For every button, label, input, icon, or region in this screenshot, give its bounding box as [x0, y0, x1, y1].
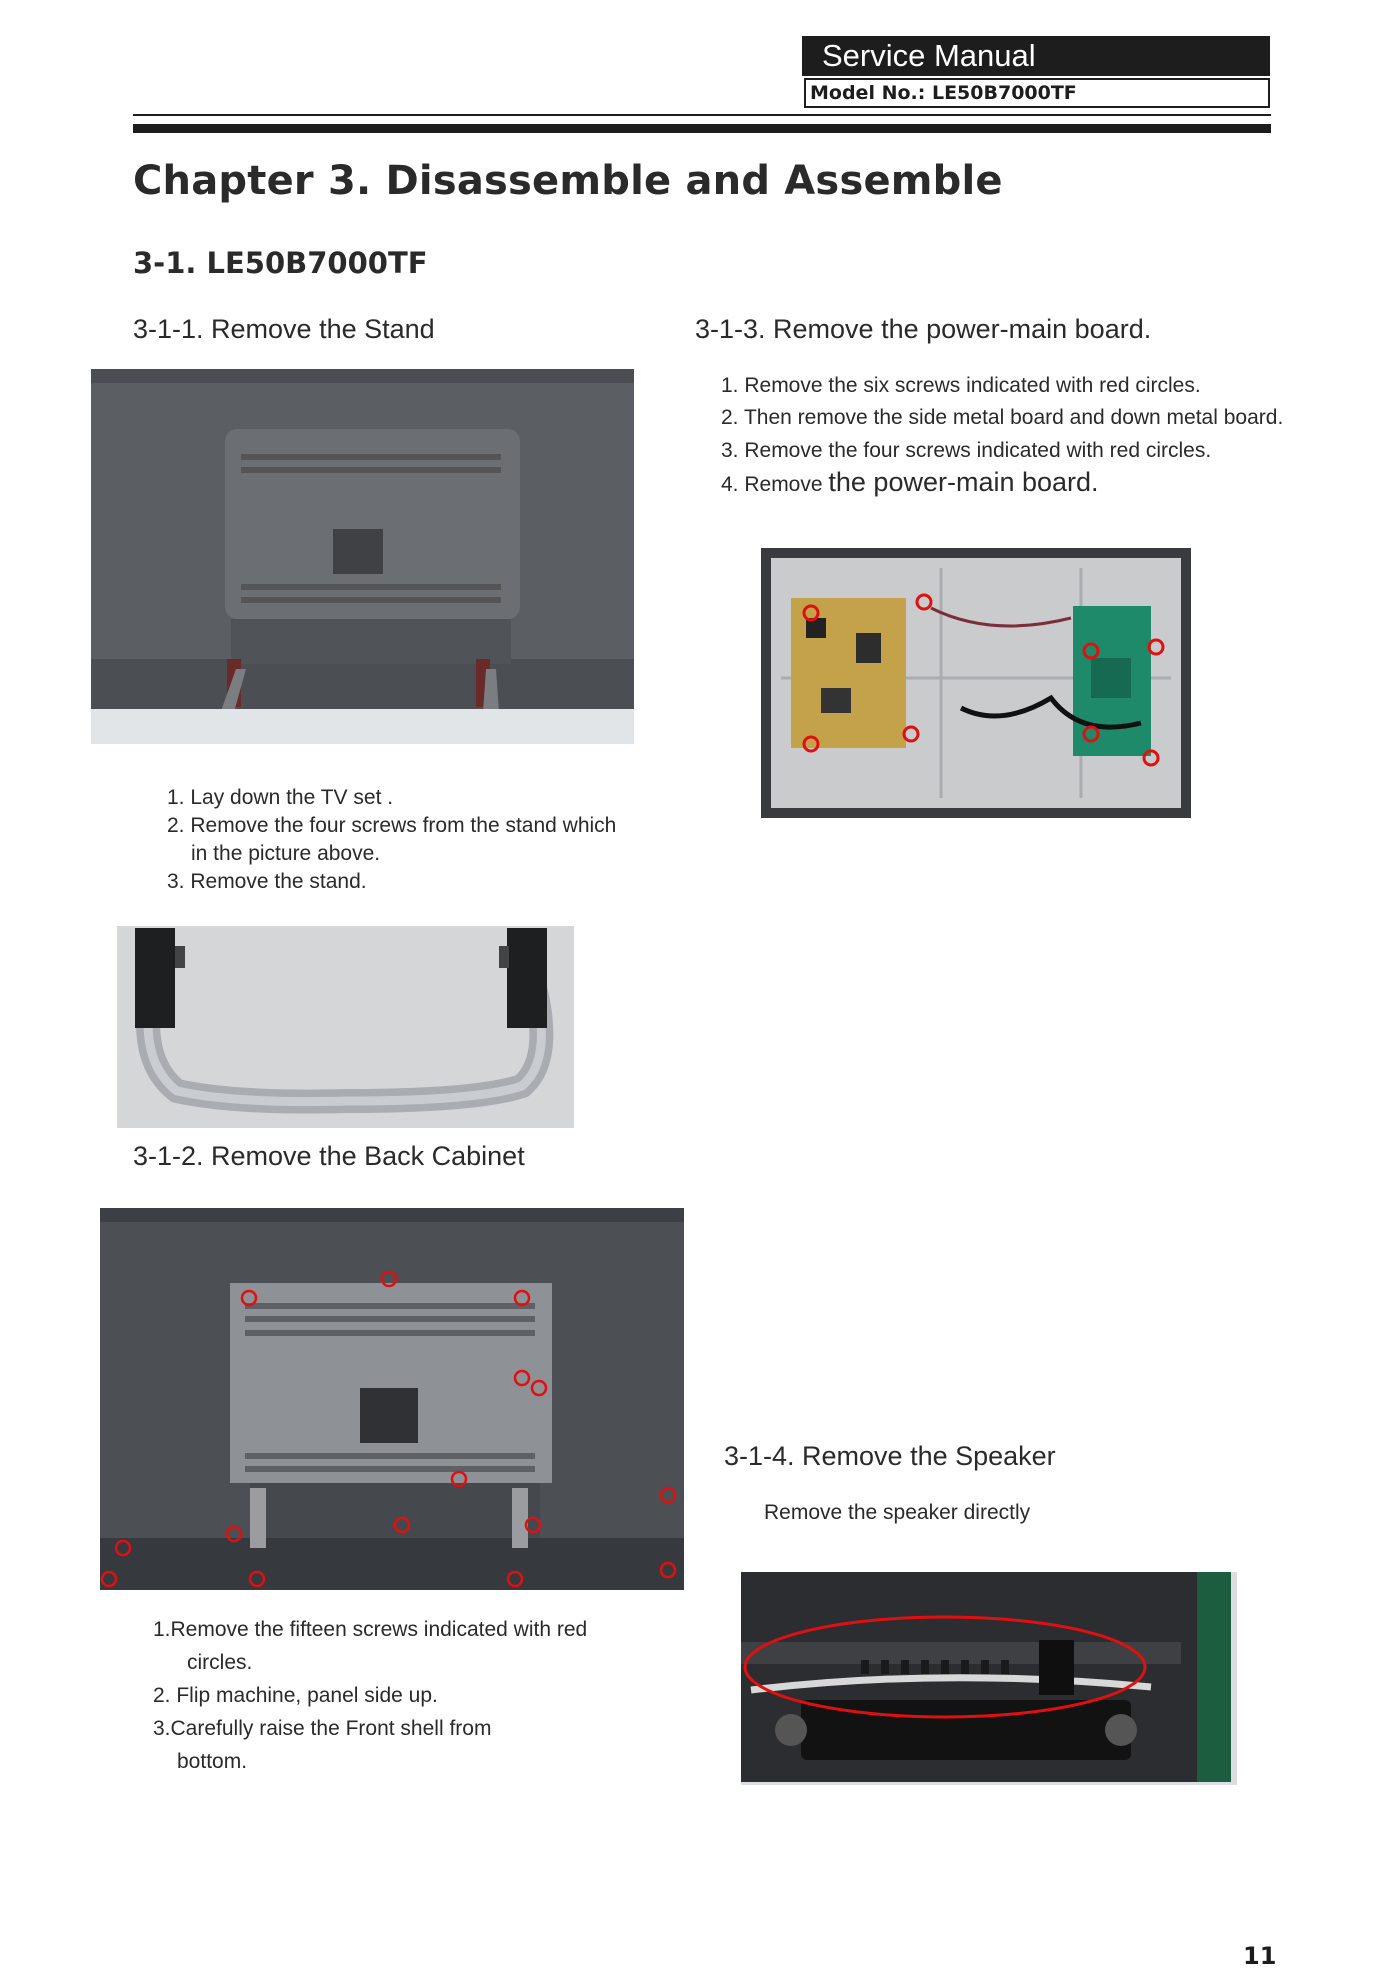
- power-main-board-photo: [761, 548, 1191, 818]
- power-board-step-2: 2. Then remove the side metal board and down metal board.: [721, 406, 1284, 429]
- back-cabinet-heading: 3-1-2. Remove the Back Cabinet: [133, 1141, 525, 1171]
- stand-step-3: 3. Remove the stand.: [167, 870, 367, 893]
- back-cabinet-step-3-cont: bottom.: [177, 1750, 248, 1773]
- manual-title: Service Manual: [802, 36, 1270, 76]
- back-cabinet-step-1-cont: circles.: [187, 1651, 253, 1674]
- section-title: 3-1. LE50B7000TF: [133, 246, 428, 280]
- back-cabinet-step-1: 1.Remove the fifteen screws indicated with red: [153, 1618, 588, 1641]
- header-rule-thin: [133, 114, 1271, 116]
- stand-step-1: 1. Lay down the TV set .: [167, 786, 394, 809]
- back-cabinet-screws-photo: [100, 1208, 684, 1590]
- header-rule-thick: [133, 124, 1271, 133]
- stand-step-2-cont: in the picture above.: [191, 842, 381, 865]
- back-cabinet-step-3: 3.Carefully raise the Front shell from: [153, 1717, 492, 1740]
- power-board-step-4-suffix: the power-main board.: [828, 467, 1099, 497]
- stand-step-2: 2. Remove the four screws from the stand which: [167, 814, 617, 837]
- power-board-step-3: 3. Remove the four screws indicated with red circles.: [721, 439, 1212, 462]
- chapter-title: Chapter 3. Disassemble and Assemble: [133, 158, 1003, 204]
- speaker-photo: [741, 1572, 1237, 1785]
- power-board-heading: 3-1-3. Remove the power-main board.: [695, 314, 1152, 344]
- speaker-heading: 3-1-4. Remove the Speaker: [724, 1441, 1056, 1471]
- power-board-step-4: [721, 468, 1099, 499]
- power-board-step-4-prefix: 4. Remove: [721, 473, 829, 496]
- model-number: Model No.: LE50B7000TF: [804, 78, 1270, 108]
- stand-base-photo: [117, 926, 574, 1128]
- power-board-step-1: 1. Remove the six screws indicated with red circles.: [721, 374, 1201, 397]
- stand-heading: 3-1-1. Remove the Stand: [133, 314, 435, 344]
- tv-back-with-stand-photo: [91, 369, 634, 744]
- speaker-instruction: Remove the speaker directly: [764, 1501, 1031, 1524]
- page-number: 11: [1243, 1942, 1277, 1970]
- back-cabinet-step-2: 2. Flip machine, panel side up.: [153, 1684, 438, 1707]
